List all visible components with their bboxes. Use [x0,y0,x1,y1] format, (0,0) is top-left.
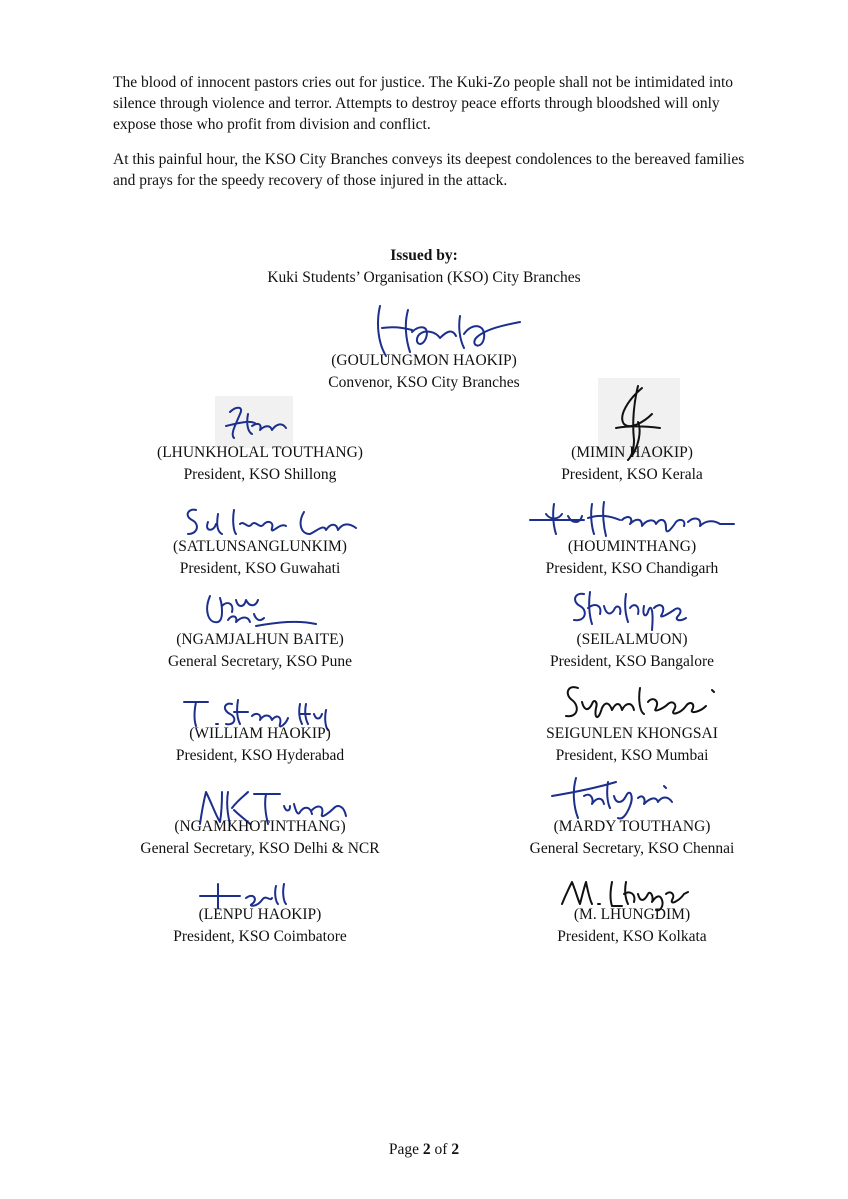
signatory-bangalore [472,629,792,673]
signatory-name: (MARDY TOUTHANG) [553,818,711,835]
page-middle: of [430,1141,452,1158]
signatory-name: SEIGUNLEN KHONGSAI [546,725,718,742]
convenor-block [264,350,584,394]
signatory-kolkata [472,904,792,948]
signatory-role: President, KSO Chandigarh [545,560,719,577]
convenor-name: (GOULUNGMON HAOKIP) [331,352,517,369]
signatory-name: (SEILALMUON) [576,631,688,648]
signatory-delhi [100,816,420,860]
body-paragraph-condolences: At this painful hour, the KSO City Branches conveys its deepest condolences to the bereaved families and prays for the speedy recovery of those injured in the attack. [113,151,745,189]
signatory-mumbai [472,723,792,767]
signatory-name: (WILLIAM HAOKIP) [189,725,331,742]
signatory-name: (MIMIN HAOKIP) [571,444,693,461]
signatory-role: General Secretary, KSO Pune [167,653,353,670]
signatory-guwahati [100,536,420,580]
signature-shillong [222,400,292,446]
signatory-role: General Secretary, KSO Chennai [529,840,735,857]
signatory-kerala [472,442,792,486]
page-total: 2 [451,1141,460,1158]
signatory-name: (LHUNKHOLAL TOUTHANG) [157,444,363,461]
signatory-role: General Secretary, KSO Delhi & NCR [140,840,380,857]
signatory-role: President, KSO Kerala [561,466,703,483]
signatory-name: (LENPU HAOKIP) [198,906,322,923]
signatory-role: President, KSO Guwahati [179,560,341,577]
convenor-role: Convenor, KSO City Branches [328,374,520,391]
signatory-hyderabad [100,723,420,767]
signatory-role: President, KSO Shillong [183,466,337,483]
signatory-role: President, KSO Coimbatore [173,928,347,945]
page-number [0,1141,848,1159]
signatory-chandigarh [472,536,792,580]
signatory-coimbatore [100,904,420,948]
signatory-name: (HOUMINTHANG) [567,538,697,555]
signature-mumbai [560,680,720,728]
issued-by-block [0,245,848,289]
signatory-name: (NGAMJALHUN BAITE) [176,631,344,648]
page-current: 2 [422,1141,431,1158]
page-prefix: Page [388,1141,423,1158]
signatory-chennai [472,816,792,860]
signatory-role: President, KSO Kolkata [557,928,707,945]
signatory-name: (M. LHUNGDIM) [573,906,691,923]
signatory-name: (SATLUNSANGLUNKIM) [173,538,347,555]
signatory-role: President, KSO Bangalore [549,653,714,670]
signatory-pune [100,629,420,673]
issued-heading: Issued by: [390,247,458,264]
signatory-name: (NGAMKHOTINTHANG) [174,818,346,835]
body-paragraph-justice: The blood of innocent pastors cries out for justice. The Kuki-Zo people shall not be intimidated into silence through violence and terror. Attempts to destroy peace efforts through bloodshed will only expose those who profit from division and conflict. [113,74,734,133]
issued-organisation: Kuki Students’ Organisation (KSO) City Branches [267,269,581,286]
signatory-role: President, KSO Hyderabad [175,747,345,764]
signatory-role: President, KSO Mumbai [555,747,709,764]
signatory-shillong [100,442,420,486]
